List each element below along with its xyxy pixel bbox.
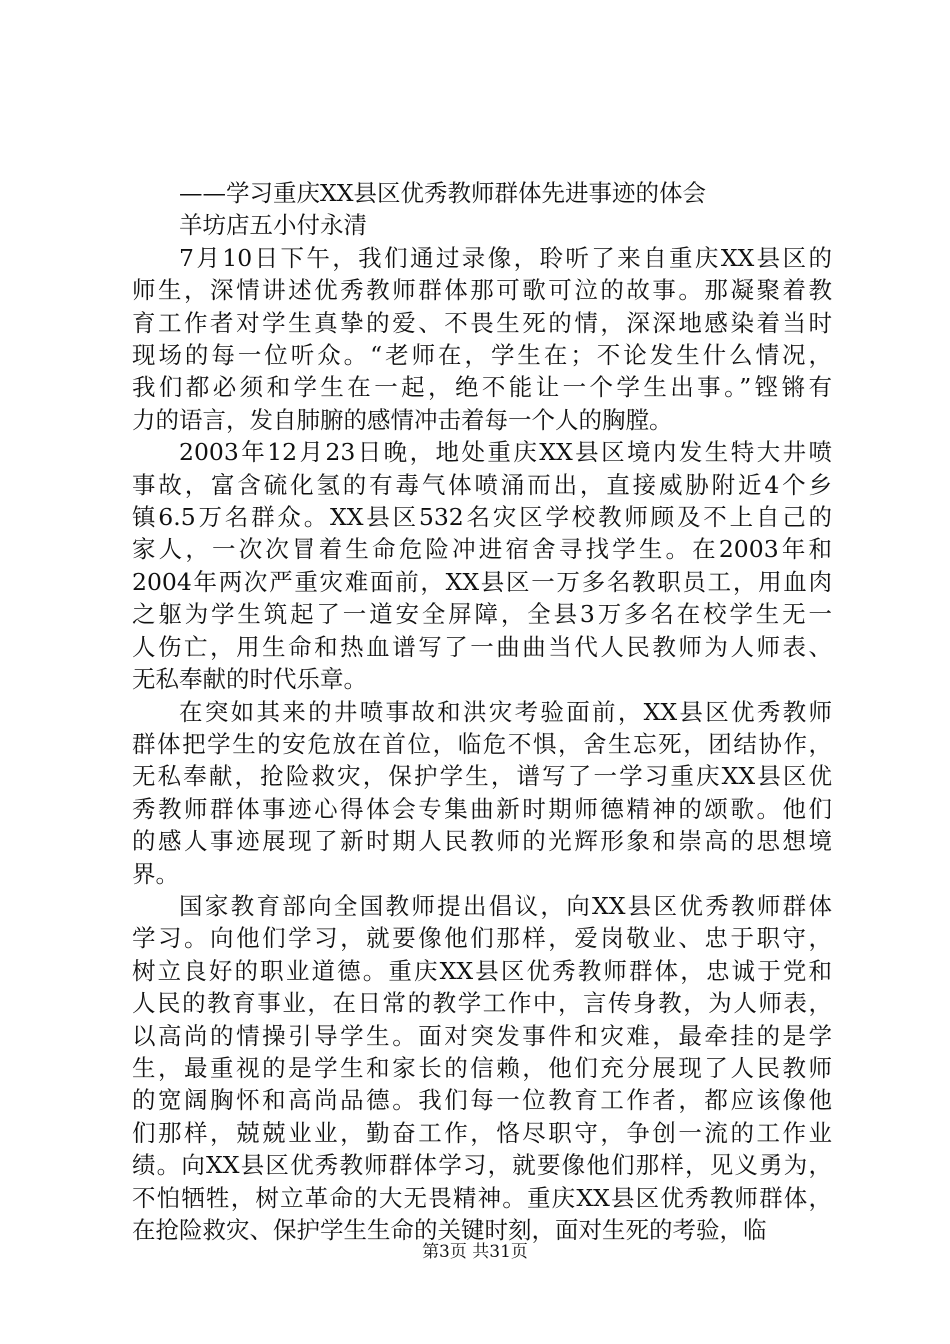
paragraph-line: 界。 <box>132 859 179 888</box>
paragraph <box>132 436 832 695</box>
paragraph-line: 在抢险救灾、保护学生生命的关键时刻，面对生死的考验，临 <box>132 1216 767 1244</box>
paragraph-line: 家人，一次次冒着生命危险冲进宿舍寻找学生。在2003年和 <box>132 535 832 564</box>
paragraph-line: 绩。向XX县区优秀教师群体学习，就要像他们那样，见义勇为， <box>132 1151 832 1180</box>
paragraph-line: 力的语言，发自肺腑的感情冲击着每一个人的胸膛。 <box>132 405 673 434</box>
paragraph-line: 育工作者对学生真挚的爱、不畏生死的情，深深地感染着当时 <box>132 308 832 337</box>
paragraph-line: 学习。向他们学习，就要像他们那样，爱岗敬业、忠于职守， <box>132 924 832 953</box>
paragraph-line: 树立良好的职业道德。重庆XX县区优秀教师群体，忠诚于党和 <box>132 956 832 985</box>
paragraph-line: 之躯为学生筑起了一道安全屏障，全县3万多名在校学生无一 <box>132 600 832 629</box>
document-subtitle: ——学习重庆XX县区优秀教师群体先进事迹的体会 <box>179 179 706 207</box>
paragraph-line: 人民的教育事业，在日常的教学工作中，言传身教，为人师表， <box>132 989 832 1018</box>
paragraph-line: 现场的每一位听众。“老师在，学生在；不论发生什么情况， <box>132 341 832 370</box>
paragraph-line: 们那样，兢兢业业，勤奋工作，恪尽职守，争创一流的工作业 <box>132 1118 832 1147</box>
paragraph-list <box>132 242 832 1247</box>
paragraph-line: 无私奉献的时代乐章。 <box>132 665 367 694</box>
paragraph <box>132 696 832 890</box>
paragraph-line: 师生，深情讲述优秀教师群体那可歌可泣的故事。那凝聚着教 <box>132 276 832 305</box>
paragraph-line: 群体把学生的安危放在首位，临危不惧，舍生忘死，团结协作， <box>132 729 832 758</box>
page-footer <box>0 1240 950 1264</box>
paragraph-line: 无私奉献，抢险救灾，保护学生，谱写了一学习重庆XX县区优 <box>132 762 832 791</box>
paragraph-line: 的宽阔胸怀和高尚品德。我们每一位教育工作者，都应该像他 <box>132 1086 832 1115</box>
paragraph-line: 事故，富含硫化氢的有毒气体喷涌而出，直接威胁附近4个乡 <box>132 470 832 499</box>
page-number-label: 第3页 共31页 <box>422 1242 528 1262</box>
paragraph <box>132 242 832 436</box>
paragraph-line: 我们都必须和学生在一起，绝不能让一个学生出事。”铿锵有 <box>132 373 832 402</box>
paragraph <box>132 890 832 1246</box>
paragraph-line: 以高尚的情操引导学生。面对突发事件和灾难，最牵挂的是学 <box>132 1021 832 1050</box>
paragraph-line: 镇6.5万名群众。XX县区532名灾区学校教师顾及不上自己的 <box>132 503 832 532</box>
paragraph-line: 不怕牺牲，树立革命的大无畏精神。重庆XX县区优秀教师群体， <box>132 1183 832 1212</box>
paragraph-line: 秀教师群体事迹心得体会专集曲新时期师德精神的颂歌。他们 <box>132 794 832 823</box>
paragraph-line: 生，最重视的是学生和家长的信赖，他们充分展现了人民教师 <box>132 1053 832 1082</box>
document-body <box>132 177 832 1246</box>
paragraph-line: 人伤亡，用生命和热血谱写了一曲曲当代人民教师为人师表、 <box>132 632 832 661</box>
paragraph-line: 国家教育部向全国教师提出倡议，向XX县区优秀教师群体 <box>179 891 832 920</box>
paragraph-line: 在突如其来的井喷事故和洪灾考验面前，XX县区优秀教师 <box>179 697 832 726</box>
paragraph-line: 2003年12月23日晚，地处重庆XX县区境内发生特大井喷 <box>179 438 832 467</box>
paragraph-line: 2004年两次严重灾难面前，XX县区一万多名教职员工，用血肉 <box>132 567 832 596</box>
document-author: 羊坊店五小付永清 <box>179 211 367 240</box>
paragraph-line: 的感人事迹展现了新时期人民教师的光辉形象和崇高的思想境 <box>132 827 832 856</box>
paragraph-line: 7月10日下午，我们通过录像，聆听了来自重庆XX县区的 <box>179 243 832 272</box>
